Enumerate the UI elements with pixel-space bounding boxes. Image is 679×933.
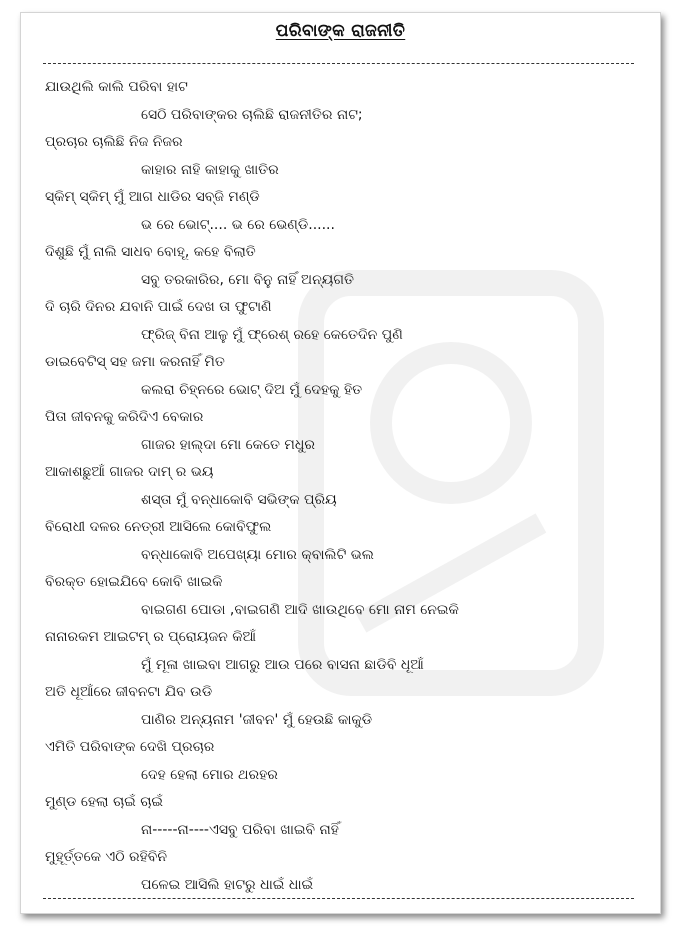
poem-line-indented: ସବୁ ତରକାରିର, ମୋ ବିନୁ ନାହିଁ ଅନ୍ୟଗତି xyxy=(141,272,354,288)
poem-line: ଏମିତି ପରିବାଙ୍କ ଦେଖି ପ୍ରଚାର xyxy=(45,739,215,755)
poem-line-indented: ଫ୍ରିଜ୍ ବିନା ଆଳୁ ମୁଁ ଫ୍ରେଶ୍ ରହେ କେତେଦିନ ପୁଣି xyxy=(141,327,403,343)
poem-line: ବିରୋଧୀ ଦଳର ନେତ୍ରୀ ଆସିଲେ କୋବିଫୁଲ xyxy=(45,519,272,535)
poem-line-indented: ଭ ରେ ଭୋଟ୍.... ଭ ରେ ଭେଣ୍ଡି...... xyxy=(141,217,335,233)
poem-line: ସ୍କିମ୍ ସ୍କିମ୍ ମୁଁ ଆଗ ଧାଡିର ସବ୍ଜି ମଣ୍ଡି xyxy=(45,189,260,205)
poem-line-indented: କଲରା ଚିହ୍ନରେ ଭୋଟ୍ ଦିଅ ମୁଁ ଦେହକୁ ହିତ xyxy=(141,382,363,398)
poem-line: ମୁହୂର୍ତ୍ତକେ ଏଠି ରହିବିନି xyxy=(45,849,168,865)
poem-line-indented: ନା-----ନା----ଏସବୁ ପରିବା ଖାଇବି ନାହିଁ xyxy=(141,822,339,838)
poem-line-indented: ଗାଜର ହାଲ୍ଦା ମୋ କେତେ ମଧୁର xyxy=(141,437,315,453)
top-divider xyxy=(43,63,634,64)
poem-line-indented: ସେଠି ପରିବାଙ୍କର ଚାଲିଛି ରାଜନୀତିର ନାଟ; xyxy=(141,107,363,123)
poem-line: ଅତି ଧୂଆଁରେ ଜୀବନଟା ଯିବ ଉଡି xyxy=(45,684,213,700)
poem-line: ବିରକ୍ତ ହୋଇଯିବେ କୋବି ଖାଇକି xyxy=(45,574,223,590)
poem-line-indented: ବାଇଗଣ ପୋଡା ,ବାଇଗଣି ଆଦି ଖାଉଥିବେ ମୋ ନାମ ନେଇକି xyxy=(141,602,459,618)
poem-line: ଯାଉଥିଲି କାଲି ପରିବା ହାଟ xyxy=(45,79,188,95)
poem-line-indented: କାହାର ନାହି କାହାକୁ ଖାତିର xyxy=(141,162,279,178)
poem-line-indented: ଦେହ ହେଲା ମୋର ଥରହର xyxy=(141,767,278,783)
poem-line: ନାନାରକମ ଆଇଟମ୍ ର ପ୍ରୋୟଜନ କିଆଁ xyxy=(45,629,257,645)
poem-line-indented: ମୁଁ ମୂଳା ଖାଇବା ଆଗରୁ ଆଉ ପରେ ବାସନା ଛାଡିବି ଧୂଆଁ xyxy=(141,657,424,673)
poem-line: ପ୍ରଚାର ଚାଲିଛି ନିଜ ନିଜର xyxy=(45,134,183,150)
poem-line: ଆକାଶଛୁଆଁ ଗାଜର ଦାମ୍ ର ଭୟ xyxy=(45,464,214,480)
poem-line-indented: ବନ୍ଧାକୋବି ଅପେଖ୍ୟା ମୋର କ୍ବାଲିଟି ଭଲ xyxy=(141,547,374,563)
bottom-divider xyxy=(43,898,634,899)
poem-line: ଡାଇବେଟିସ୍ ସହ ଜମା କରନାହିଁ ମିତ xyxy=(45,354,225,370)
poem-line-indented: ପଳେଇ ଆସିଲି ହାଟରୁ ଧାଇଁ ଧାଇଁ xyxy=(141,877,314,893)
poem-line: ଦି ଚାରି ଦିନର ଯବାନି ପାଇଁ ଦେଖ ତା ଫୁଟାଣି xyxy=(45,299,272,315)
poem-line-indented: ଶସ୍ତା ମୁଁ ବନ୍ଧାକୋବି ସଭିଙ୍କ ପ୍ରିୟ xyxy=(141,492,337,508)
poem-line-indented: ପାଣିର ଅନ୍ୟନାମ 'ଜୀବନ' ମୁଁ ହେଉଛି କାକୁଡି xyxy=(141,712,373,728)
page-title: ପରିବାଙ୍କ ରାଜନୀତି xyxy=(275,21,406,41)
poem-line: ପିତା ଜୀବନକୁ କରିଦିଏ ବେକାର xyxy=(45,409,204,425)
document-page xyxy=(20,12,661,914)
poem-line: ଦିଶୁଛି ମୁଁ ନାଲି ସାଧବ ବୋହୂ, କହେ ବିଲାତି xyxy=(45,244,256,260)
poem-line: ମୁଣ୍ଡ ହେଲା ଚାଇଁ ଚାଇଁ xyxy=(45,794,164,810)
